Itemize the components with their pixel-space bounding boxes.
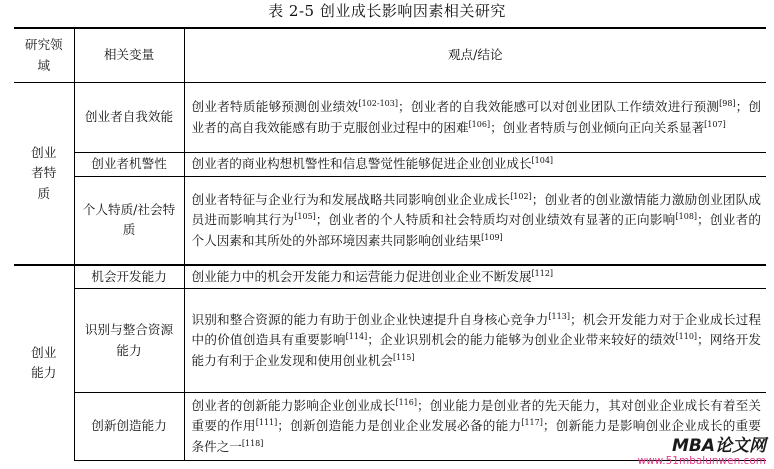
citation-ref: [115] (393, 352, 415, 362)
citation-ref: [110] (675, 332, 698, 342)
conclusion-cell (184, 177, 766, 265)
header-domain: 研究领域 (14, 28, 74, 83)
conclusion-cell (184, 153, 766, 177)
table-row (14, 153, 766, 177)
conclusion-text: ；创业者的创业激情能力激励创业团队成员进而影响其行为 (191, 191, 762, 227)
citation-ref: [117] (521, 418, 543, 428)
citation-ref: [111] (255, 418, 278, 428)
citation-ref: [108] (675, 212, 698, 221)
conclusion-text: 创业者的商业构想机警性和信息警觉性能够促进企业创业成长 (191, 156, 532, 172)
conclusion-text: 创业者特质能够预测创业绩效 (191, 99, 359, 114)
citation-ref: [118] (241, 438, 264, 448)
research-table (14, 27, 766, 461)
conclusion-text: 创业能力中的机会开发能力和运营能力促进创业企业不断发展 (191, 268, 532, 284)
variable-cell: 创新创造能力 (74, 393, 184, 461)
table-caption: 表 2-5 创业成长影响因素相关研究 (268, 2, 506, 20)
citation-ref: [109] (481, 232, 503, 242)
conclusion-cell (184, 265, 766, 289)
conclusion-text: 识别和整合资源的能力有助于创业企业快速提升自身核心竞争力 (191, 311, 549, 327)
variable-cell: 创业者机警性 (74, 153, 184, 177)
table-row (14, 289, 766, 393)
table-row (14, 265, 766, 289)
citation-ref: [102] (510, 191, 532, 201)
table-row (14, 177, 766, 265)
watermark (637, 437, 766, 467)
domain-cell: 创业能力 (14, 265, 74, 461)
conclusion-cell (184, 289, 766, 393)
conclusion-text: ；创新创造能力是创业企业发展必备的能力 (277, 418, 522, 434)
citation-ref: [106] (468, 119, 491, 129)
conclusion-text: ；创新能力是影响创业企业成长的重要条件之一 (191, 418, 762, 454)
conclusion-text: ；创业者的个人因素和其所处的外部环境因素共同影响创业结果 (191, 212, 762, 248)
citation-ref: [113] (548, 311, 570, 321)
header-variable: 相关变量 (74, 28, 184, 83)
citation-ref: [105] (294, 212, 316, 221)
conclusion-cell (184, 83, 766, 153)
table-header-row (14, 28, 766, 83)
citation-ref: [102-103] (358, 99, 398, 108)
conclusion-text: ；创业者的自我效能感可以对创业团队工作绩效进行预测 (397, 99, 720, 114)
conclusion-text: 创业者的创新能力影响企业创业成长 (191, 397, 396, 413)
citation-ref: [112] (531, 268, 554, 278)
conclusion-text: ；创业者的高自我效能感有助于克服创业过程中的困难 (191, 99, 762, 135)
domain-cell: 创业者特质 (31, 144, 57, 201)
watermark-url: www.51mbalunwen.com (637, 455, 766, 467)
conclusion-text: ；机会开发能力对于企业成长过程中的价值创造具有重要影响 (191, 311, 762, 348)
variable-cell: 识别与整合资源能力 (74, 289, 184, 393)
watermark-logo: MBA论文网 (671, 436, 766, 456)
conclusion-text: ；网络开发能力有利于企业发现和使用创业机会 (191, 332, 762, 368)
citation-ref: [104] (531, 156, 554, 166)
variable-cell: 机会开发能力 (74, 265, 184, 289)
conclusion-text: ；创业能力是创业者的先天能力，其对创业企业成长有着至关重要的作用 (191, 397, 762, 434)
citation-ref: [114] (345, 332, 368, 342)
variable-cell: 个人特质/社会特质 (74, 177, 184, 265)
citation-ref: [116] (395, 397, 417, 407)
conclusion-text: ；企业识别机会的能力能够为创业企业带来较好的绩效 (367, 332, 676, 348)
citation-ref: [107] (704, 119, 726, 129)
variable-cell: 创业者自我效能 (74, 83, 184, 153)
conclusion-text: ；创业者特质与创业倾向正向关系显著 (490, 119, 705, 135)
header-conclusion: 观点/结论 (184, 28, 766, 83)
citation-ref: [98] (719, 99, 736, 108)
conclusion-text: 创业者特征与企业行为和发展战略共同影响创业企业成长 (191, 191, 511, 207)
table-row (14, 83, 766, 153)
conclusion-text: ；创业者的个人特质和社会特质均对创业绩效有显著的正向影响 (315, 212, 676, 227)
